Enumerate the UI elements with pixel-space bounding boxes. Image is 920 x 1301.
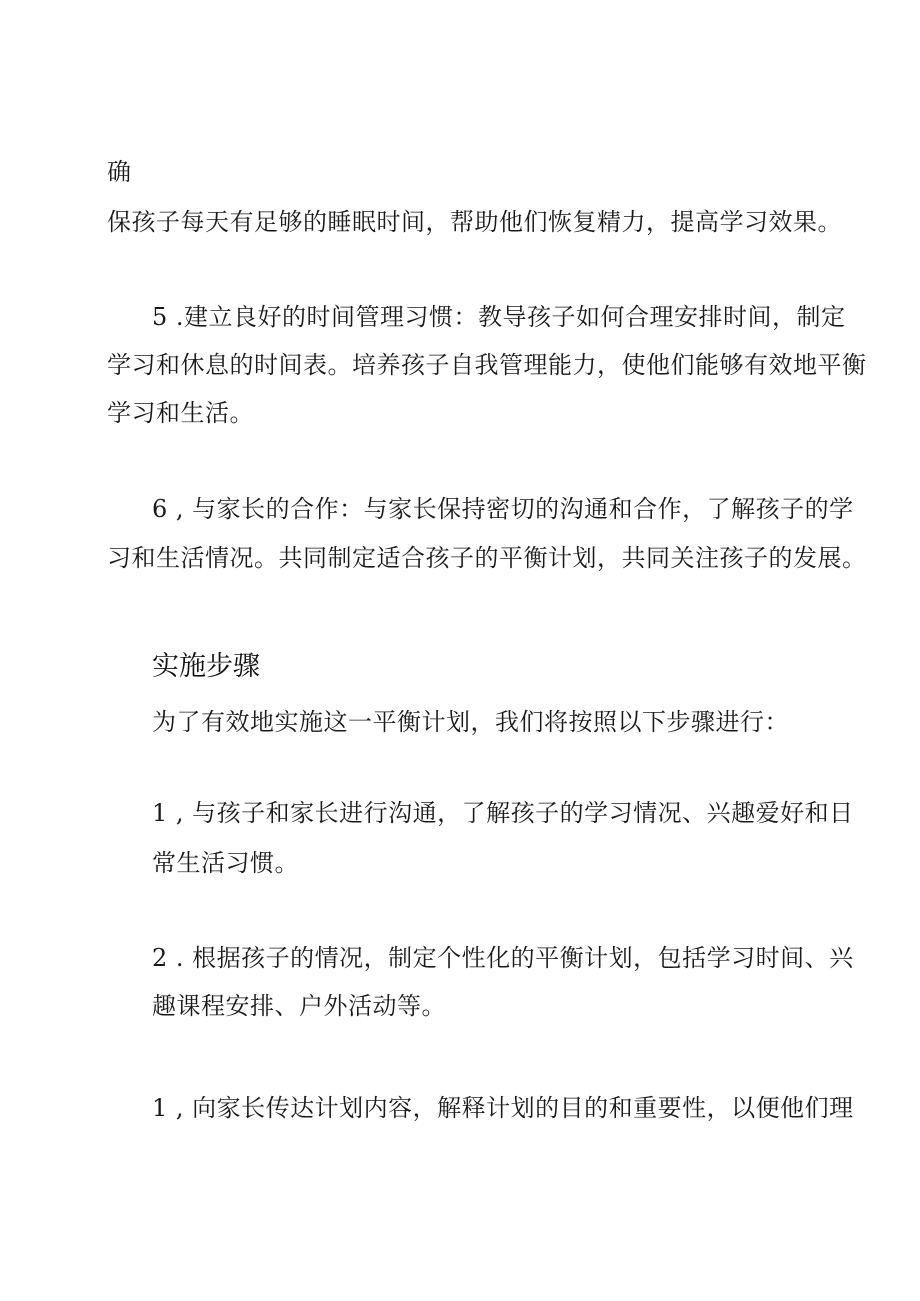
paragraph-line: 1 , 向家长传达计划内容，解释计划的目的和重要性，以便他们理 — [152, 1094, 854, 1122]
paragraph-line: 5 .建立良好的时间管理习惯：教导孩子如何合理安排时间，制定 — [152, 303, 846, 331]
paragraph-line: 学习和生活。 — [107, 399, 254, 427]
paragraph-line: 常生活习惯。 — [152, 849, 299, 877]
paragraph-line: 确 — [107, 158, 132, 186]
paragraph-line: 学习和休息的时间表。培养孩子自我管理能力，使他们能够有效地平衡 — [107, 351, 867, 379]
paragraph-line: 1 , 与孩子和家长进行沟通，了解孩子的学习情况、兴趣爱好和日 — [152, 799, 854, 827]
paragraph-line: 习和生活情况。共同制定适合孩子的平衡计划，共同关注孩子的发展。 — [107, 544, 867, 572]
paragraph-line: 2 . 根据孩子的情况，制定个性化的平衡计划，包括学习时间、兴 — [152, 944, 854, 972]
paragraph-line: 趣课程安排、户外活动等。 — [152, 992, 446, 1020]
paragraph-line: 6 , 与家长的合作：与家长保持密切的沟通和合作，了解孩子的学 — [152, 495, 854, 523]
paragraph-line: 保孩子每天有足够的睡眠时间，帮助他们恢复精力，提高学习效果。 — [107, 208, 842, 236]
section-heading: 实施步骤 — [152, 651, 260, 682]
paragraph-line: 为了有效地实施这一平衡计划，我们将按照以下步骤进行： — [152, 708, 789, 736]
